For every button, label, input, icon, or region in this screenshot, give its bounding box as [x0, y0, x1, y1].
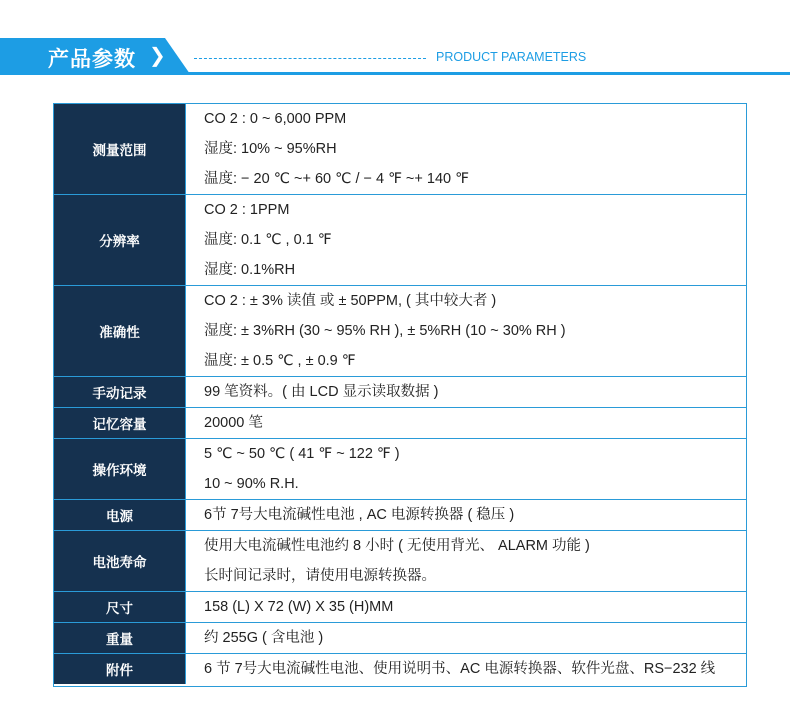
param-label: 重量 [54, 623, 186, 654]
param-label: 附件 [54, 654, 186, 685]
parameters-table [53, 103, 747, 687]
param-value-line: 6 节 7号大电流碱性电池、使用说明书、AC 电源转换器、软件光盘、RS−232 线 [204, 661, 716, 677]
param-value [186, 286, 747, 377]
param-row [54, 531, 746, 592]
param-value-line: 使用大电流碱性电池约 8 小时 ( 无使用背光、 ALARM 功能 ) [204, 538, 590, 554]
param-value-line: 湿度: 10% ~ 95%RH [204, 141, 337, 157]
param-value [186, 408, 747, 439]
param-row [54, 104, 746, 195]
param-value-line: 99 笔资料。( 由 LCD 显示读取数据 ) [204, 384, 439, 400]
param-value [186, 377, 747, 408]
param-row [54, 654, 746, 685]
param-label: 准确性 [54, 286, 186, 377]
param-value-line: CO 2 : 0 ~ 6,000 PPM [204, 111, 347, 127]
param-value-line: 6节 7号大电流碱性电池 , AC 电源转换器 ( 稳压 ) [204, 507, 515, 523]
param-value-line: 20000 笔 [204, 415, 263, 431]
param-value [186, 439, 747, 500]
param-value [186, 104, 747, 195]
param-label: 测量范围 [54, 104, 186, 195]
param-row [54, 500, 746, 531]
param-value-line: 158 (L) X 72 (W) X 35 (H)MM [204, 599, 394, 615]
param-row [54, 623, 746, 654]
parameters-table-body [54, 104, 746, 684]
param-label: 尺寸 [54, 592, 186, 623]
param-label: 电池寿命 [54, 531, 186, 592]
param-value [186, 531, 747, 592]
param-label: 手动记录 [54, 377, 186, 408]
param-value-line: 湿度: 0.1%RH [204, 262, 296, 278]
param-row [54, 195, 746, 286]
param-row [54, 408, 746, 439]
section-subtitle: PRODUCT PARAMETERS [436, 50, 587, 64]
param-value-line: 长时间记录时，请使用电源转换器。 [204, 568, 436, 584]
param-value [186, 500, 747, 531]
param-value [186, 592, 747, 623]
param-value [186, 654, 747, 685]
param-value [186, 623, 747, 654]
param-value-line: 温度: 0.1 ℃ , 0.1 ℉ [204, 232, 332, 248]
dashed-divider [194, 58, 426, 59]
param-label: 记忆容量 [54, 408, 186, 439]
param-row [54, 439, 746, 500]
param-value [186, 195, 747, 286]
section-title: 产品参数 [48, 48, 136, 71]
param-value-line: 湿度: ± 3%RH (30 ~ 95% RH ), ± 5%RH (10 ~ 30% RH ) [204, 323, 566, 339]
param-value-line: CO 2 : 1PPM [204, 202, 290, 218]
param-label: 分辨率 [54, 195, 186, 286]
param-value-line: 5 ℃ ~ 50 ℃ ( 41 ℉ ~ 122 ℉ ) [204, 446, 400, 462]
param-value-line: CO 2 : ± 3% 读值 或 ± 50PPM, ( 其中较大者 ) [204, 293, 497, 309]
chevron-right-icon: ❯ [149, 45, 166, 67]
param-value-line: 温度: − 20 ℃ ~+ 60 ℃ / − 4 ℉ ~+ 140 ℉ [204, 171, 469, 187]
param-row [54, 592, 746, 623]
param-row [54, 286, 746, 377]
param-value-line: 温度: ± 0.5 ℃ , ± 0.9 ℉ [204, 353, 356, 369]
param-row [54, 377, 746, 408]
section-header [0, 38, 790, 78]
param-value-line: 约 255G ( 含电池 ) [204, 630, 324, 646]
param-label: 电源 [54, 500, 186, 531]
param-label: 操作环境 [54, 439, 186, 500]
param-value-line: 10 ~ 90% R.H. [204, 476, 299, 492]
